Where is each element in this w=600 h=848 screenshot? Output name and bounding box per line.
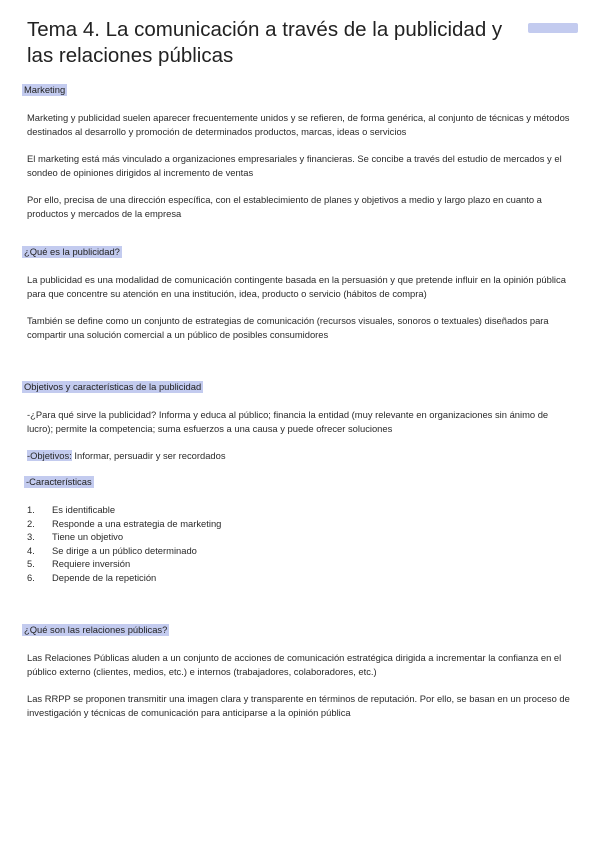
marketing-paragraph-1: Marketing y publicidad suelen aparecer frecuentemente unidos y se refieren, de forma genérica, al conjunto de técnicas y métodos destinados al desarrollo y promoción de determinados productos, marcas, ideas o servicios — [27, 112, 570, 137]
marketing-paragraph-3: Por ello, precisa de una dirección específica, con el establecimiento de planes y objetivos a medio y largo plazo en cuanto a productos y mercados de la empresa — [27, 194, 542, 219]
objetivos-paragraph-1: -¿Para qué sirve la publicidad? Informa y educa al público; financia la entidad (muy relevante en organizaciones sin ánimo de lucro); permite la competencia; suma esfuerzos a una causa y puede ofrecer soluciones — [27, 409, 549, 434]
rrpp-paragraph-2: Las RRPP se proponen transmitir una imagen clara y transparente en términos de reputación. Por ello, se basan en un proceso de investigación y técnicas de comunicación para anticiparse a la opinión pública — [27, 693, 570, 718]
list-item: 1. Es identificable — [27, 504, 116, 515]
section-heading-publicidad: ¿Qué es la publicidad? — [24, 246, 120, 257]
objetivos-text: Informar, persuadir y ser recordados — [71, 450, 226, 461]
marketing-paragraph-2: El marketing está más vinculado a organizaciones empresariales y financieras. Se concibe a través del estudio de mercados y el sondeo de opiniones dirigidos al incremento de ventas — [27, 153, 562, 178]
rrpp-paragraph-1: Las Relaciones Públicas aluden a un conjunto de acciones de comunicación estratégica dirigida a incrementar la confianza en el público externo (clientes, medios, etc.) e internos (trabajadores, colaboradores, etc.) — [27, 652, 562, 677]
section-heading-marketing: Marketing — [24, 84, 66, 95]
list-item: 4. Se dirige a un público determinado — [27, 544, 197, 556]
list-item: 6. Depende de la repetición — [27, 571, 157, 583]
list-item: 3. Tiene un objetivo — [27, 531, 124, 542]
list-item: 2. Responde a una estrategia de marketing — [27, 517, 222, 529]
caracteristicas-label: -Características — [26, 476, 92, 487]
objetivos-label: -Objetivos: — [27, 450, 72, 461]
objetivos-line — [27, 449, 573, 463]
page-title: Tema 4. La comunicación a través de la publicidad y las relaciones públicas — [27, 18, 503, 67]
publicidad-paragraph-1: La publicidad es una modalidad de comunicación contingente basada en la persuasión y que pretende influir en la opinión pública para que concentre su atención en una institución, idea, producto o servicio (hábitos de compra) — [27, 274, 566, 299]
list-item: 5. Requiere inversión — [27, 558, 131, 569]
caracteristicas-list — [27, 503, 221, 584]
publicidad-paragraph-2: También se define como un conjunto de estrategias de comunicación (recursos visuales, sonoros o textuales) diseñados para compartir una solución comercial a un público de posibles consumidores — [27, 315, 549, 340]
title-highlight-mark — [528, 23, 578, 33]
section-heading-objetivos: Objetivos y características de la publicidad — [24, 381, 202, 392]
section-heading-rrpp: ¿Qué son las relaciones públicas? — [24, 624, 168, 635]
